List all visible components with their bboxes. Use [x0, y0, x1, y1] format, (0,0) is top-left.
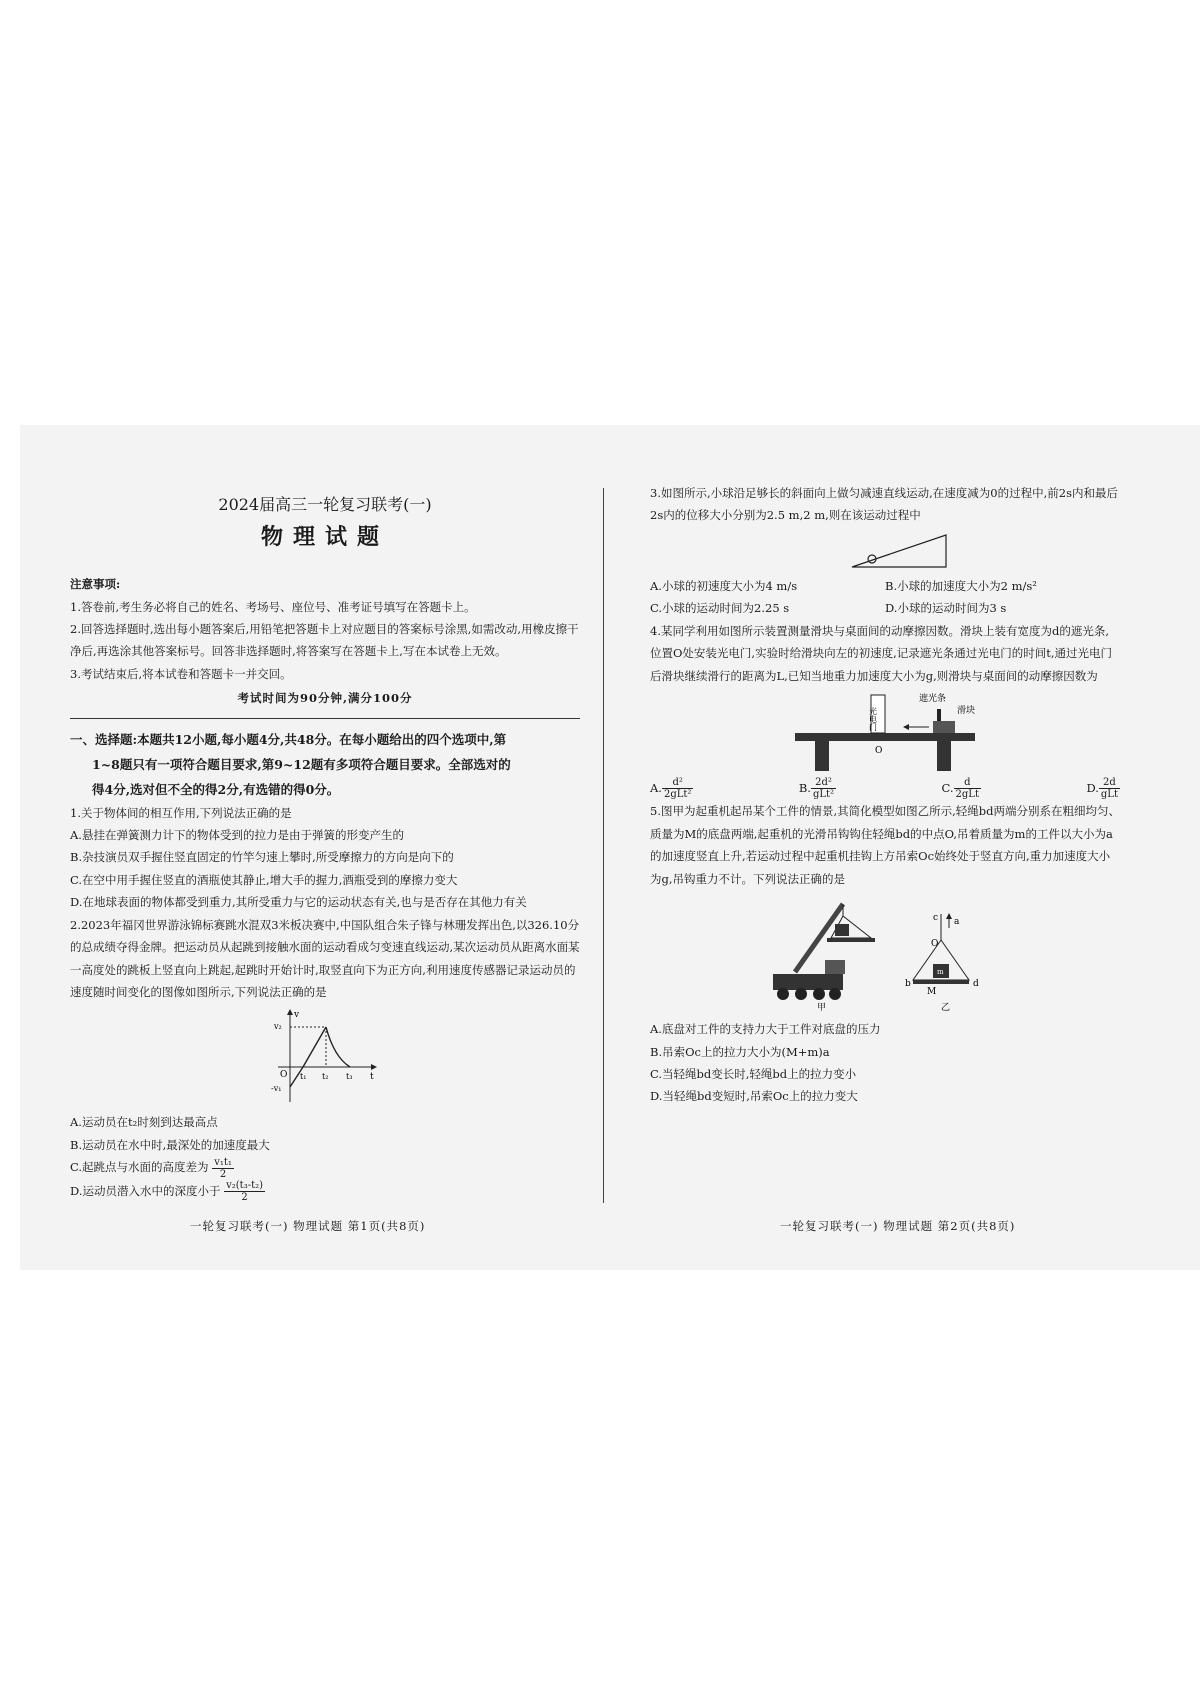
q1-option: C.在空中用手握住竖直的酒瓶使其静止,增大手的握力,酒瓶受到的摩擦力变大 — [70, 872, 458, 887]
option-label: A. — [650, 780, 662, 795]
page-footer-left: 一轮复习联考(一) 物理试题 第1页(共8页) — [190, 1219, 426, 1233]
graph-v2-label: v₂ — [274, 1022, 282, 1032]
fraction-denominator: 2 — [219, 1168, 227, 1180]
figure-jia-label: 甲 — [817, 1003, 827, 1014]
section-heading-line: 得4分,选对但不全的得2分,有选错的得0分。 — [92, 781, 340, 797]
block-label: 滑块 — [957, 705, 976, 716]
q4-option-d-fraction — [1099, 777, 1120, 800]
fraction-denominator: gLt — [1100, 789, 1118, 801]
q4-option-d — [1086, 777, 1120, 801]
page-footer-right: 一轮复习联考(一) 物理试题 第2页(共8页) — [780, 1219, 1016, 1233]
q4-options-row — [650, 777, 1120, 801]
q3-option: C.小球的运动时间为2.25 s — [650, 601, 790, 616]
q2-option-c-text: C.起跳点与水面的高度差为 — [70, 1160, 209, 1175]
q3-stem: 3.如图所示,小球沿足够长的斜面向上做匀减速直线运动,在速度减为0的过程中,前2s内和最后2s内的位移大小分别为2.5 m,2 m,则在该运动过程中 — [650, 486, 1118, 523]
exam-time-line: 考试时间为90分钟,满分100分 — [237, 691, 413, 706]
notice-title: 注意事项: — [70, 577, 121, 592]
q4-apparatus-figure — [785, 691, 985, 773]
strip-label: 遮光条 — [919, 693, 947, 704]
q3-options-row — [650, 597, 1120, 619]
q3-option: B.小球的加速度大小为2 m/s² — [885, 578, 1037, 593]
q1-option: B.杂技演员双手握住竖直固定的竹竿匀速上攀时,所受摩擦力的方向是向下的 — [70, 850, 454, 865]
label-c: c — [933, 913, 939, 924]
fraction-denominator: 2gLt — [955, 789, 979, 801]
label-m: m — [937, 968, 944, 977]
section-rule — [70, 718, 580, 719]
graph-neg-v1-label: -v₁ — [271, 1084, 282, 1094]
subject-title: 物理试题 — [260, 524, 389, 551]
graph-v-label: v — [294, 1010, 300, 1021]
q2-option-c — [70, 1156, 580, 1180]
page-divider — [603, 488, 604, 1203]
q2-option-d — [70, 1180, 580, 1204]
q5-crane-figure — [765, 894, 1005, 1014]
q2-option-d-fraction — [224, 1180, 265, 1203]
fraction-numerator: d² — [662, 777, 693, 789]
graph-t2-label: t₂ — [322, 1072, 329, 1082]
q2-option-d-text: D.运动员潜入水中的深度小于 — [70, 1183, 221, 1198]
q3-options-row — [650, 575, 1120, 597]
q2-option-a: A.运动员在t₂时刻到达最高点 — [70, 1115, 218, 1130]
q2-vt-graph — [270, 1007, 380, 1107]
q3-incline-figure — [850, 531, 950, 571]
fraction-numerator: v₂(t₃-t₂) — [226, 1180, 264, 1192]
q4-option-a — [650, 777, 693, 801]
fraction-denominator: gLt² — [812, 789, 835, 801]
label-b: b — [905, 979, 911, 990]
section-heading — [70, 727, 580, 802]
fraction-numerator: 2d — [1099, 777, 1120, 789]
q4-option-c — [942, 777, 981, 801]
fraction-numerator: d — [954, 777, 981, 789]
fraction-numerator: v₁t₁ — [214, 1156, 232, 1168]
q4-stem: 4.某同学利用如图所示装置测量滑块与桌面间的动摩擦因数。滑块上装有宽度为d的遮光条,位置O处安装光电门,实验时给滑块向左的初速度,记录遮光条通过光电门的时间t,通过光电门后滑块继续滑行的距离为L,已知当地重力加速度大小为g,则滑块与桌面间的动摩擦因数为 — [650, 623, 1113, 683]
notice-item: 2.回答选择题时,选出每小题答案后,用铅笔把答题卡上对应题目的答案标号涂黑,如需改动,用橡皮擦干净后,再选涂其他答案标号。回答非选择题时,将答案写在答题卡上,写在本试卷上无效。 — [70, 621, 579, 659]
point-o-label: O — [875, 745, 883, 756]
q4-option-a-fraction — [662, 777, 693, 800]
graph-t1-label: t₁ — [300, 1072, 307, 1082]
gate-label: 光电门 — [868, 706, 878, 731]
q2-stem: 2.2023年福冈世界游泳锦标赛跳水混双3米板决赛中,中国队组合朱子锋与林珊发挥出色,以326.10分的总成绩夺得金牌。把运动员从起跳到接触水面的运动看成匀变速直线运动,某次运动员从距离水面某一高度处的跳板上竖直向上跳起,起跳时开始计时,取竖直向下为正方向,利用速度传感器记录运动员的速度随时间变化的图像如图所示,下列说法正确的是 — [70, 917, 580, 999]
q4-option-c-fraction — [954, 777, 981, 800]
left-page — [70, 485, 580, 1203]
graph-origin-label: O — [280, 1070, 288, 1081]
option-label: D. — [1086, 780, 1099, 795]
q1-option: A.悬挂在弹簧测力计下的物体受到的拉力是由于弹簧的形变产生的 — [70, 828, 404, 843]
exam-title: 2024届高三一轮复习联考(一) — [218, 495, 432, 514]
fraction-denominator: 2 — [241, 1192, 248, 1204]
notice-item: 3.考试结束后,将本试卷和答题卡一并交回。 — [70, 666, 292, 681]
label-d: d — [973, 979, 979, 990]
fraction-denominator: 2gLt² — [663, 789, 692, 801]
q3-option: D.小球的运动时间为3 s — [885, 601, 1007, 616]
q5-option: D.当轻绳bd变短时,吊索Oc上的拉力变大 — [650, 1089, 858, 1104]
option-label: B. — [798, 780, 811, 795]
figure-yi-label: 乙 — [941, 1003, 951, 1014]
label-big-m: M — [927, 987, 937, 998]
q5-option: A.底盘对工件的支持力大于工件对底盘的压力 — [650, 1022, 881, 1037]
q2-option-c-fraction — [212, 1157, 234, 1180]
q1-stem: 1.关于物体间的相互作用,下列说法正确的是 — [70, 805, 292, 820]
q5-option: B.吊索Oc上的拉力大小为(M+m)a — [650, 1044, 830, 1059]
q1-option: D.在地球表面的物体都受到重力,其所受重力与它的运动状态有关,也与是否存在其他力有关 — [70, 895, 527, 910]
label-a: a — [954, 917, 960, 928]
fraction-numerator: 2d² — [811, 777, 836, 789]
graph-t3-label: t₃ — [346, 1072, 353, 1082]
graph-t-label: t — [370, 1072, 374, 1083]
q2-option-b: B.运动员在水中时,最深处的加速度最大 — [70, 1137, 270, 1152]
q4-option-b-fraction — [811, 777, 836, 800]
notice-item: 1.答卷前,考生务必将自己的姓名、考场号、座位号、准考证号填写在答题卡上。 — [70, 599, 476, 614]
q5-stem: 5.图甲为起重机起吊某个工件的情景,其简化模型如图乙所示,轻绳bd两端分别系在粗细均匀、质量为M的底盘两端,起重机的光滑吊钩钩住轻绳bd的中点O,吊着质量为m的工件以大小为a的加速度竖直上升,若运动过程中起重机挂钩上方吊索Oc始终处于竖直方向,重力加速度大小为g,吊钩重力不计。下列说法正确的是 — [650, 804, 1121, 886]
q3-option: A.小球的初速度大小为4 m/s — [650, 578, 798, 593]
section-heading-line: 一、选择题:本题共12小题,每小题4分,共48分。在每小题给出的四个选项中,第 — [70, 731, 507, 747]
section-heading-line: 1~8题只有一项符合题目要求,第9~12题有多项符合题目要求。全部选对的 — [92, 756, 511, 772]
option-label: C. — [941, 780, 954, 795]
label-o: O — [931, 939, 939, 950]
q4-option-b — [799, 777, 836, 801]
right-page — [650, 482, 1120, 1108]
q5-option: C.当轻绳bd变长时,轻绳bd上的拉力变小 — [650, 1066, 857, 1081]
